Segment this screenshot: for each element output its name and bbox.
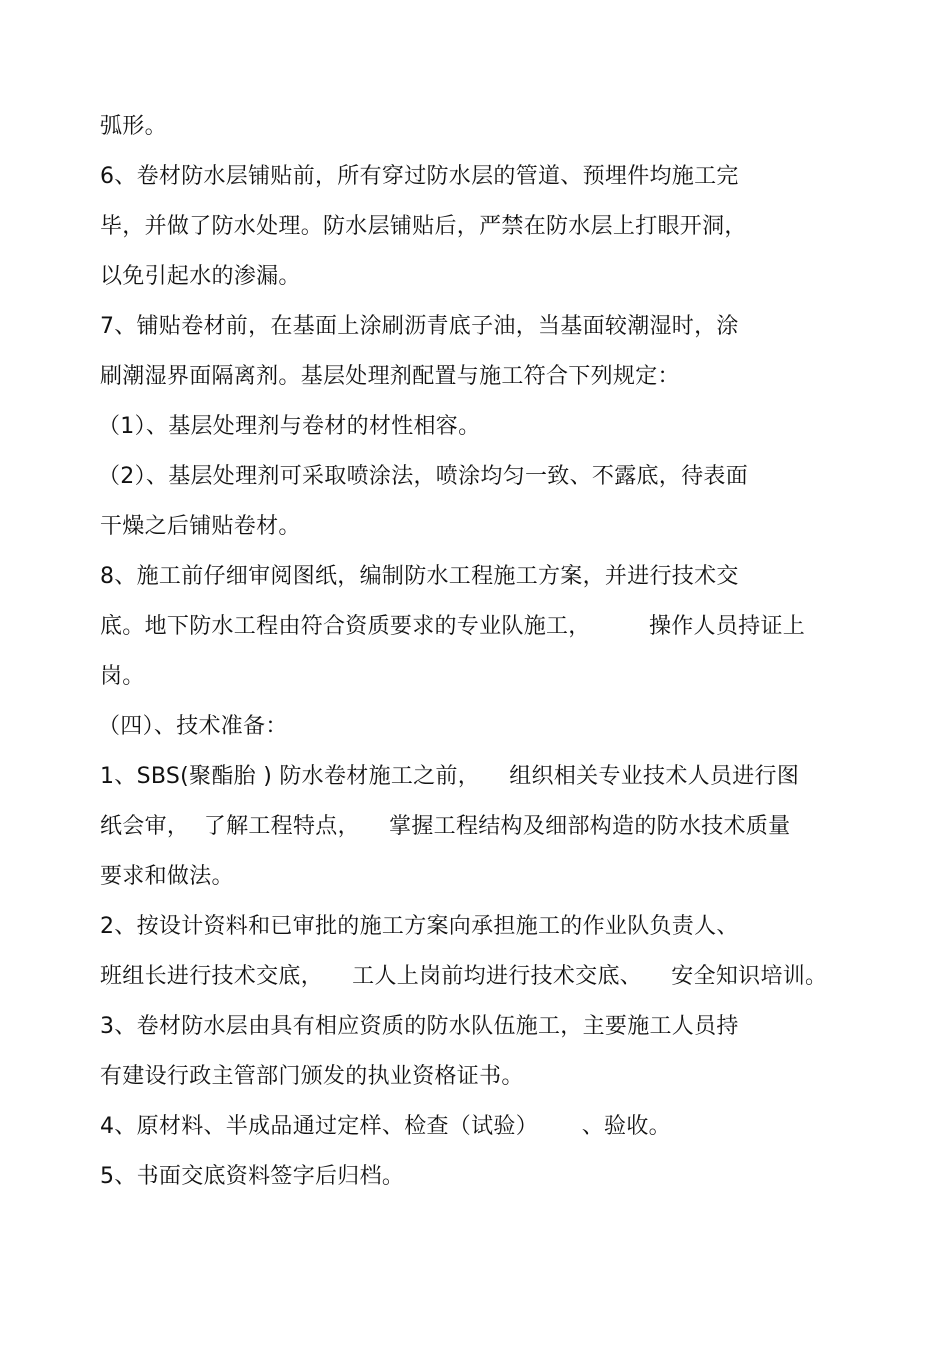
text-line: （2）、基层处理剂可采取喷涂法，喷涂均匀一致、不露底，待表面	[98, 464, 748, 489]
text-line: （1）、基层处理剂与卷材的材性相容。	[98, 414, 481, 439]
text-line: 8、施工前仔细审阅图纸，编制防水工程施工方案，并进行技术交	[100, 564, 739, 589]
text-line: 纸会审， 了解工程特点， 掌握工程结构及细部构造的防水技术质量	[100, 814, 791, 839]
text-line: 毕，并做了防水处理。防水层铺贴后，严禁在防水层上打眼开洞，	[100, 214, 747, 239]
text-line: 底。地下防水工程由符合资质要求的专业队施工， 操作人员持证上	[100, 614, 806, 639]
text-line: 4、原材料、半成品通过定样、检查（试验） 、验收。	[100, 1114, 671, 1139]
text-line: 要求和做法。	[100, 864, 234, 889]
section-heading: （四）、技术准备：	[98, 714, 288, 739]
text-line: 3、卷材防水层由具有相应资质的防水队伍施工，主要施工人员持	[100, 1014, 739, 1039]
text-line: 以免引起水的渗漏。	[100, 264, 301, 289]
text-line: 7、铺贴卷材前，在基面上涂刷沥青底子油，当基面较潮湿时，涂	[100, 314, 739, 339]
text-line: 干燥之后铺贴卷材。	[100, 514, 301, 539]
text-line: 6、卷材防水层铺贴前，所有穿过防水层的管道、预埋件均施工完	[100, 164, 739, 189]
text-line: 班组长进行技术交底， 工人上岗前均进行技术交底、 安全知识培训。	[100, 964, 828, 989]
text-line: 有建设行政主管部门颁发的执业资格证书。	[100, 1064, 524, 1089]
text-line: 刷潮湿界面隔离剂。基层处理剂配置与施工符合下列规定：	[100, 364, 680, 389]
text-line: 岗。	[100, 664, 145, 689]
text-line: 1、SBS(聚酯胎 ) 防水卷材施工之前， 组织相关专业技术人员进行图	[100, 764, 800, 789]
text-line: 2、按设计资料和已审批的施工方案向承担施工的作业队负责人、	[100, 914, 739, 939]
text-line: 弧形。	[100, 114, 167, 139]
text-line: 5、书面交底资料签字后归档。	[100, 1164, 405, 1189]
